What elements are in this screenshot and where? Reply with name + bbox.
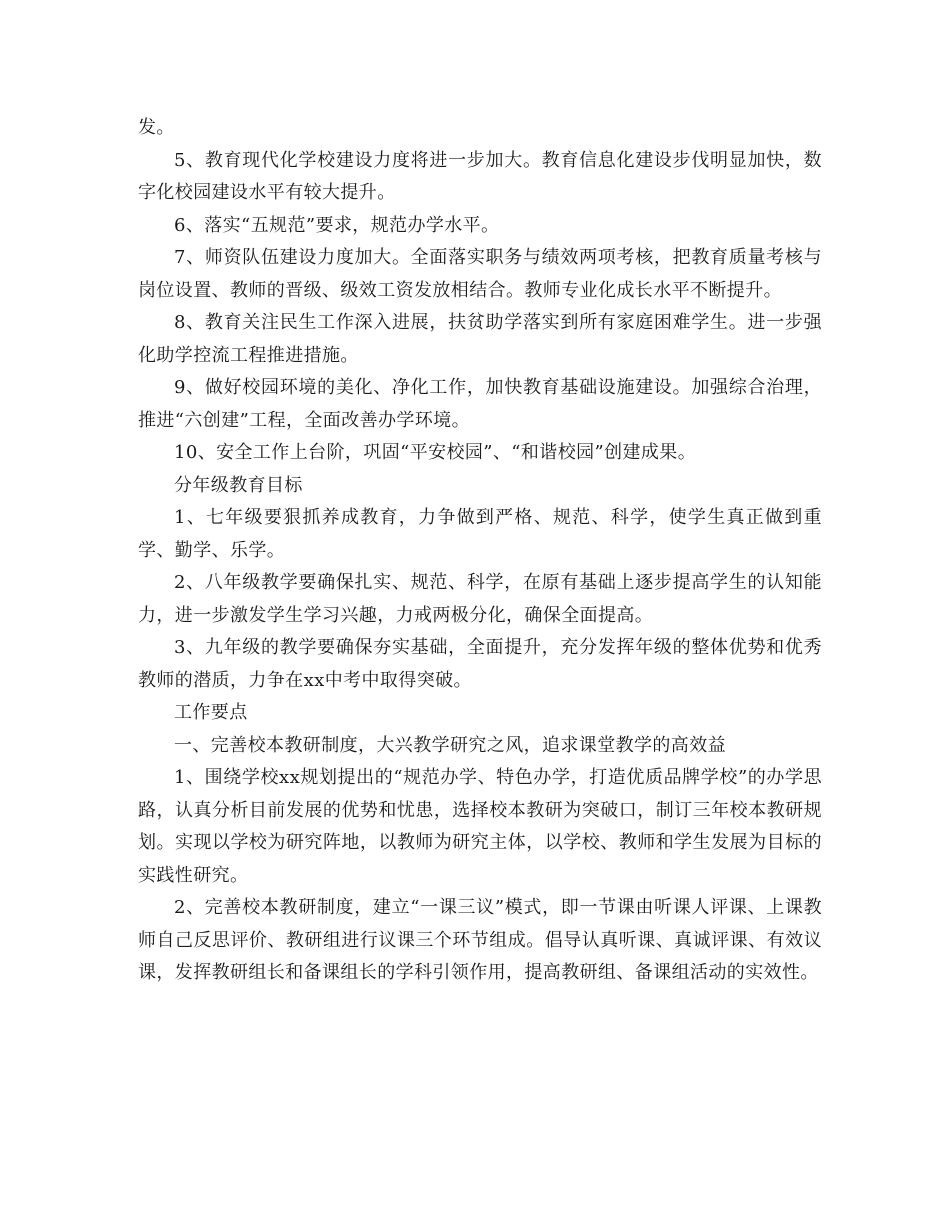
paragraph-work-2: 2、完善校本教研制度，建立“一课三议”模式，即一节课由听课人评课、上课教师自己反思评价、教研组进行议课三个环节组成。倡导认真听课、真诚评课、有效议课，发挥教研组长和备课组长的学科引领作用，提高教研组、备课组活动的实效性。 [138, 897, 822, 983]
paragraph-work-1: 1、围绕学校xx规划提出的“规范办学、特色办学，打造优质品牌学校”的办学思路，认真分析目前发展的优势和忧患，选择校本教研为突破口，制订三年校本教研规划。实现以学校为研究阵地，以教师为研究主体，以学校、教师和学生发展为目标的实践性研究。 [138, 767, 822, 886]
paragraph-continuation: 发。 [138, 117, 175, 138]
paragraph-item-7: 7、师资队伍建设力度加大。全面落实职务与绩效两项考核，把教育质量考核与岗位设置、教师的晋级、级效工资发放相结合。教师专业化成长水平不断提升。 [138, 247, 822, 301]
paragraph-item-5: 5、教育现代化学校建设力度将进一步加大。教育信息化建设步伐明显加快，数字化校园建设水平有较大提升。 [138, 149, 822, 203]
paragraph-grade-8: 2、八年级教学要确保扎实、规范、科学，在原有基础上逐步提高学生的认知能力，进一步激发学生学习兴趣，力戒两极分化，确保全面提高。 [138, 572, 822, 626]
paragraph-item-6: 6、落实“五规范”要求，规范办学水平。 [174, 214, 500, 236]
paragraph-item-8: 8、教育关注民生工作深入进展，扶贫助学落实到所有家庭困难学生。进一步强化助学控流工程推进措施。 [138, 312, 822, 366]
document-body [138, 112, 822, 990]
paragraph-grade-9: 3、九年级的教学要确保夯实基础，全面提升，充分发挥年级的整体优势和优秀教师的潜质，力争在xx中考中取得突破。 [138, 637, 822, 691]
paragraph-grade-7: 1、七年级要狠抓养成教育，力争做到严格、规范、科学，使学生真正做到重学、勤学、乐学。 [138, 507, 822, 561]
paragraph-item-9: 9、做好校园环境的美化、净化工作，加快教育基础设施建设。加强综合治理，推进“六创建”工程，全面改善办学环境。 [138, 377, 822, 431]
subsection-heading-one: 一、完善校本教研制度，大兴教学研究之风，追求课堂教学的高效益 [174, 734, 726, 756]
section-heading-grade-goals: 分年级教育目标 [174, 474, 303, 496]
section-heading-work-points: 工作要点 [174, 702, 248, 723]
paragraph-item-10: 10、安全工作上台阶，巩固“平安校园”、“和谐校园”创建成果。 [174, 442, 697, 463]
